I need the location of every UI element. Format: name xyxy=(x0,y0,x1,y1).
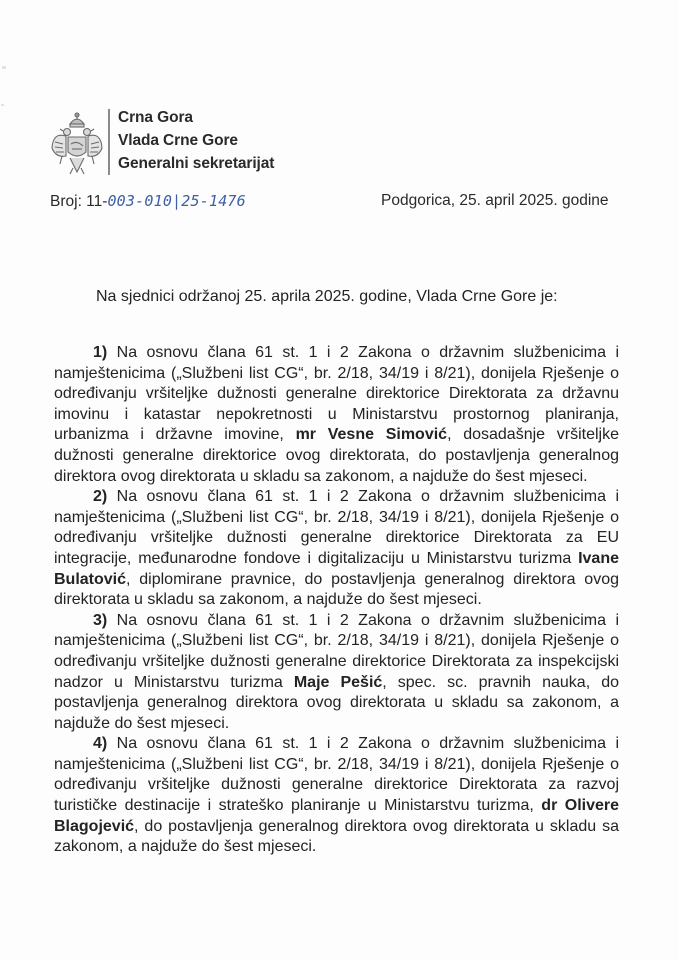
letterhead-department: Generalni sekretarijat xyxy=(118,155,275,172)
item-text: Na osnovu člana 61 st. 1 i 2 Zakona o državnim službenicima i namještenicima („Službeni list CG“, br. 2/18, 34/19 i 8/21), donijela Rješenje o određivanju vršiteljke dužnosti generalne direktorice Direktorata za razvoj turističke destinacije i strateško planiranje u Ministarstvu turizma, xyxy=(54,735,619,815)
item-number: 3) xyxy=(93,611,108,629)
item-text: , do postavljenja generalnog direktora ovog direktorata u skladu sa zakonom, a najduže do šest mjeseci. xyxy=(54,817,619,856)
decision-list xyxy=(54,343,619,858)
item-text: Na osnovu člana 61 st. 1 i 2 Zakona o državnim službenicima i namještenicima („Službeni list CG“, br. 2/18, 34/19 i 8/21), donijela Rješenje o određivanju vršiteljke dužnosti generalne direktorice Direktorata za EU integracije, međunarodne fondove i digitalizaciju u Ministarstvu turizma xyxy=(54,488,619,567)
appointee-name: dr Olivere Blagojević xyxy=(54,797,619,835)
appointee-name: Ivane Bulatović xyxy=(54,549,619,588)
item-text: , spec. sc. pravnih nauka, do postavljenja generalnog direktora ovog direktorata u skladu sa zakonom, a najduže do šest mjeseci. xyxy=(54,673,619,732)
decision-item xyxy=(54,611,619,735)
item-number: 4) xyxy=(93,735,108,753)
reference-number xyxy=(50,192,246,211)
letterhead-text xyxy=(118,106,274,175)
item-number: 1) xyxy=(93,344,108,361)
letterhead-divider xyxy=(108,109,110,175)
item-text: , dosadašnje vršiteljke dužnosti generalne direktorice ovog direktorata, do postavljenja generalnog direktora ovog direktorata u skladu sa zakonom, a najduže do šest mjeseci. xyxy=(54,426,619,485)
scan-artifact xyxy=(2,66,6,69)
appointee-name: mr Vesne Simović xyxy=(295,426,448,444)
decision-item xyxy=(54,487,619,611)
letterhead xyxy=(48,106,274,182)
letterhead-country: Crna Gora xyxy=(118,109,193,126)
appointee-name: Maje Pešić xyxy=(293,673,383,691)
intro-sentence: Na sjednici održanoj 25. aprila 2025. godine, Vlada Crne Gore je: xyxy=(96,288,558,305)
handwritten-reference: 003-010|25-1476 xyxy=(107,192,246,210)
item-number: 2) xyxy=(93,488,108,506)
item-text: Na osnovu člana 61 st. 1 i 2 Zakona o državnim službenicima i namještenicima („Službeni list CG“, br. 2/18, 34/19 i 8/21), donijela Rješenje o određivanju vršiteljke dužnosti generalne direktorice Direktorata za inspekcijski nadzor u Ministarstvu turizma xyxy=(54,611,619,691)
reference-label: Broj: 11- xyxy=(50,193,108,210)
item-text: , diplomirane pravnice, do postavljenja generalnog direktora ovog direktorata u skladu sa zakonom, a najduže do šest mjeseci. xyxy=(54,570,619,609)
decision-item xyxy=(54,343,619,487)
letterhead-government: Vlada Crne Gore xyxy=(118,132,238,149)
scan-artifact xyxy=(1,104,4,106)
montenegro-coat-of-arms-icon xyxy=(48,110,106,182)
decision-item xyxy=(54,734,619,858)
place-and-date: Podgorica, 25. april 2025. godine xyxy=(381,192,609,209)
item-text: Na osnovu člana 61 st. 1 i 2 Zakona o državnim službenicima i namještenicima („Službeni list CG“, br. 2/18, 34/19 i 8/21), donijela Rješenje o određivanju vršiteljke dužnosti generalne direktorice Direktorata za državnu imovinu i katastar nepokretnosti u Ministarstvu prostornog planiranja, urbanizma i državne imovine, xyxy=(54,344,619,444)
